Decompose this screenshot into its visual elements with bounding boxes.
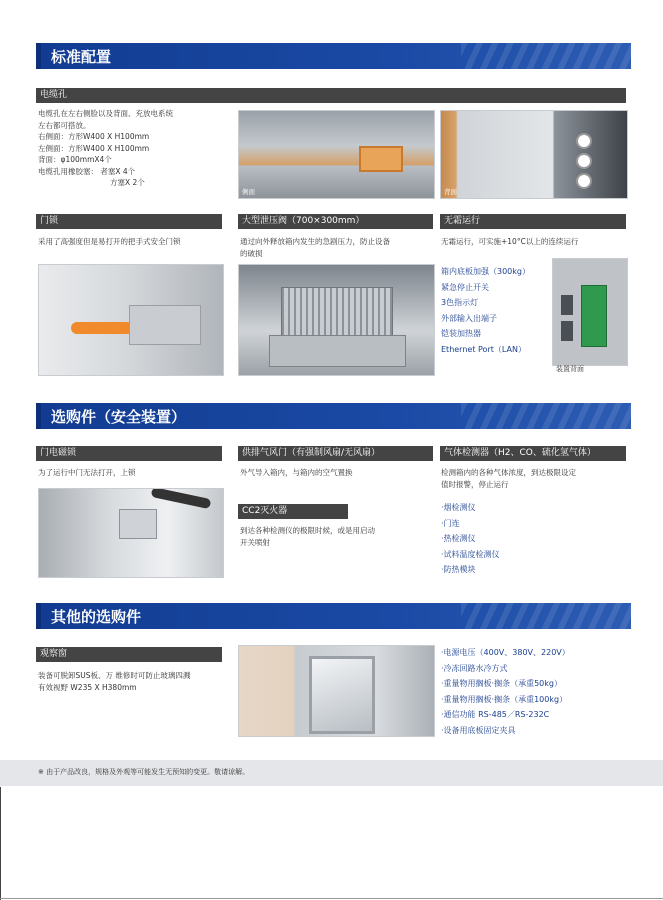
panel-caption: 装置背面	[556, 365, 584, 373]
feature-item: ·试料温度检测仪	[441, 549, 500, 559]
feature-item: Ethernet Port（LAN）	[441, 344, 526, 354]
footer-note-bar	[0, 760, 663, 786]
text-line: 右侧面：方形W400 X H100mm	[38, 132, 150, 141]
feature-item: ·热检测仪	[441, 534, 476, 543]
banner-stripes	[461, 603, 631, 629]
feature-item: ·烟检测仪	[441, 503, 476, 512]
door-lock-description: 采用了高强度但是易打开的把手式安全门锁	[38, 237, 181, 246]
section-banner-other-options	[36, 603, 631, 629]
subheader-label: 气体检测器（H2、CO、硫化氢气体）	[444, 448, 596, 458]
pressure-valve-photo	[238, 264, 435, 376]
subheader-extinguisher	[238, 504, 348, 519]
text-line: 左右都可搭放。	[38, 120, 91, 130]
port-circle	[576, 133, 592, 149]
feature-item: 箱内底板加强（300kg）	[441, 267, 530, 276]
subheader-label: 观察窗	[40, 649, 68, 659]
text-line: 检测箱内的各种气体浓度，到达极限设定	[441, 468, 576, 477]
subheader-label: 门锁	[40, 216, 59, 226]
feature-item: ·门连	[441, 518, 460, 528]
cable-shape	[151, 488, 212, 509]
door-magnet-description: 为了运行中门无法打开，上锁	[38, 468, 136, 477]
photo-caption: 侧面	[242, 188, 255, 196]
text-line: 的破损	[240, 248, 263, 258]
text-line: 通过向外释放箱内发生的急剧压力，防止设备	[240, 237, 390, 246]
port-circle	[576, 173, 592, 189]
subheader-label: CC2灭火器	[242, 506, 288, 516]
bottom-edge-line	[0, 898, 663, 899]
text-line: 电缆孔在左右侧脸以及背面、充放电系统	[38, 109, 173, 118]
section-title: 选购件（安全装置）	[51, 408, 187, 426]
option-item: ·重量物用搁板·搁条（承重100kg）	[441, 694, 568, 704]
text-line: 有效视野 W235 X H380mm	[38, 682, 137, 692]
extinguisher-description	[240, 525, 375, 548]
subheader-label: 门电磁锁	[40, 448, 77, 458]
gas-detector-description	[441, 467, 576, 490]
window-description	[38, 670, 190, 693]
feature-item: 3色指示灯	[441, 298, 479, 307]
text-line: 方塞X 2个	[110, 178, 145, 187]
subheader-label: 无霜运行	[444, 216, 481, 226]
valve-grid-shape	[281, 287, 393, 337]
option-item: ·通信功能 RS-485／RS-232C	[441, 710, 550, 719]
subheader-unattended	[440, 214, 626, 229]
connector-shape	[561, 295, 573, 315]
feature-item: 紧急停止开关	[441, 282, 489, 292]
cable-hole-side-photo	[238, 110, 435, 199]
text-line: 背面：φ100mmX4个	[38, 155, 112, 164]
magnet-body-shape	[119, 509, 157, 539]
other-options-list	[441, 645, 570, 738]
text-line: 电缆孔用橡胶塞： 者塞X 4个	[38, 166, 136, 176]
section-banner-standard	[36, 43, 631, 69]
option-item: ·设备用底板固定夹具	[441, 725, 516, 735]
cable-hole-back-photo	[440, 110, 628, 199]
door-lock-photo	[38, 264, 224, 376]
unattended-feature-list	[441, 264, 530, 357]
subheader-gas-detector	[440, 446, 626, 461]
feature-item: ·防热模块	[441, 565, 476, 574]
pressure-valve-description	[240, 236, 390, 259]
option-item: ·冷冻回路水冷方式	[441, 663, 508, 673]
subheader-label: 电缆孔	[40, 90, 68, 100]
subheader-vent-damper	[238, 446, 433, 461]
section-title: 标准配置	[51, 48, 112, 66]
connector-shape	[561, 321, 573, 341]
option-item: ·重量物用搁板·搁条（承重50kg）	[441, 679, 562, 688]
text-line: 开关喷射	[240, 537, 270, 547]
page-edge-line	[0, 787, 1, 900]
port-circle	[576, 153, 592, 169]
photo-caption: 背面	[444, 188, 457, 196]
subheader-pressure-valve	[238, 214, 433, 229]
terminal-block-shape	[581, 285, 607, 347]
cable-hole-description	[38, 108, 173, 189]
subheader-door-magnet	[36, 446, 222, 461]
option-item: ·电源电压（400V、380V、220V）	[441, 648, 570, 657]
subheader-door-lock	[36, 214, 222, 229]
text-line: 装备可脱卸SUS板、万 维修时可防止玻璃四溅	[38, 671, 191, 680]
section-title: 其他的选购件	[51, 608, 142, 626]
valve-box-shape	[269, 335, 406, 367]
text-line: 左侧面：方形W400 X H100mm	[38, 143, 150, 153]
feature-item: 外部输入出端子	[441, 313, 497, 323]
subheader-label: 供排气风门（有强制风扇/无风扇）	[242, 448, 381, 458]
unattended-description: 无霜运行，可实施+10°C以上的连续运行	[441, 237, 579, 246]
section-banner-options-safety	[36, 403, 631, 429]
observation-window-photo	[238, 645, 435, 737]
banner-stripes	[461, 43, 631, 69]
lock-handle-shape	[71, 322, 133, 334]
lock-body-shape	[129, 305, 201, 345]
window-pane-shape	[309, 656, 375, 734]
text-line: 到达各种检测仪的极限时候，或是用启动	[240, 526, 375, 535]
subheader-cable-hole	[36, 88, 626, 103]
text-line: 值时报警，停止运行	[441, 479, 509, 489]
banner-stripes	[461, 403, 631, 429]
footer-note: ※ 由于产品改良，规格及外观等可能发生无预知的变更。敬请谅解。	[38, 768, 250, 776]
door-magnet-photo	[38, 488, 224, 578]
gas-detector-item-list	[441, 500, 500, 578]
cable-port-shape	[359, 146, 403, 172]
vent-damper-description: 外气导入箱内，与箱内的空气置换	[240, 468, 353, 477]
device-back-panel-photo	[552, 258, 628, 366]
subheader-window	[36, 647, 222, 662]
feature-item: 铠装加热器	[441, 329, 481, 338]
subheader-label: 大型泄压阀（700×300mm）	[242, 216, 365, 226]
